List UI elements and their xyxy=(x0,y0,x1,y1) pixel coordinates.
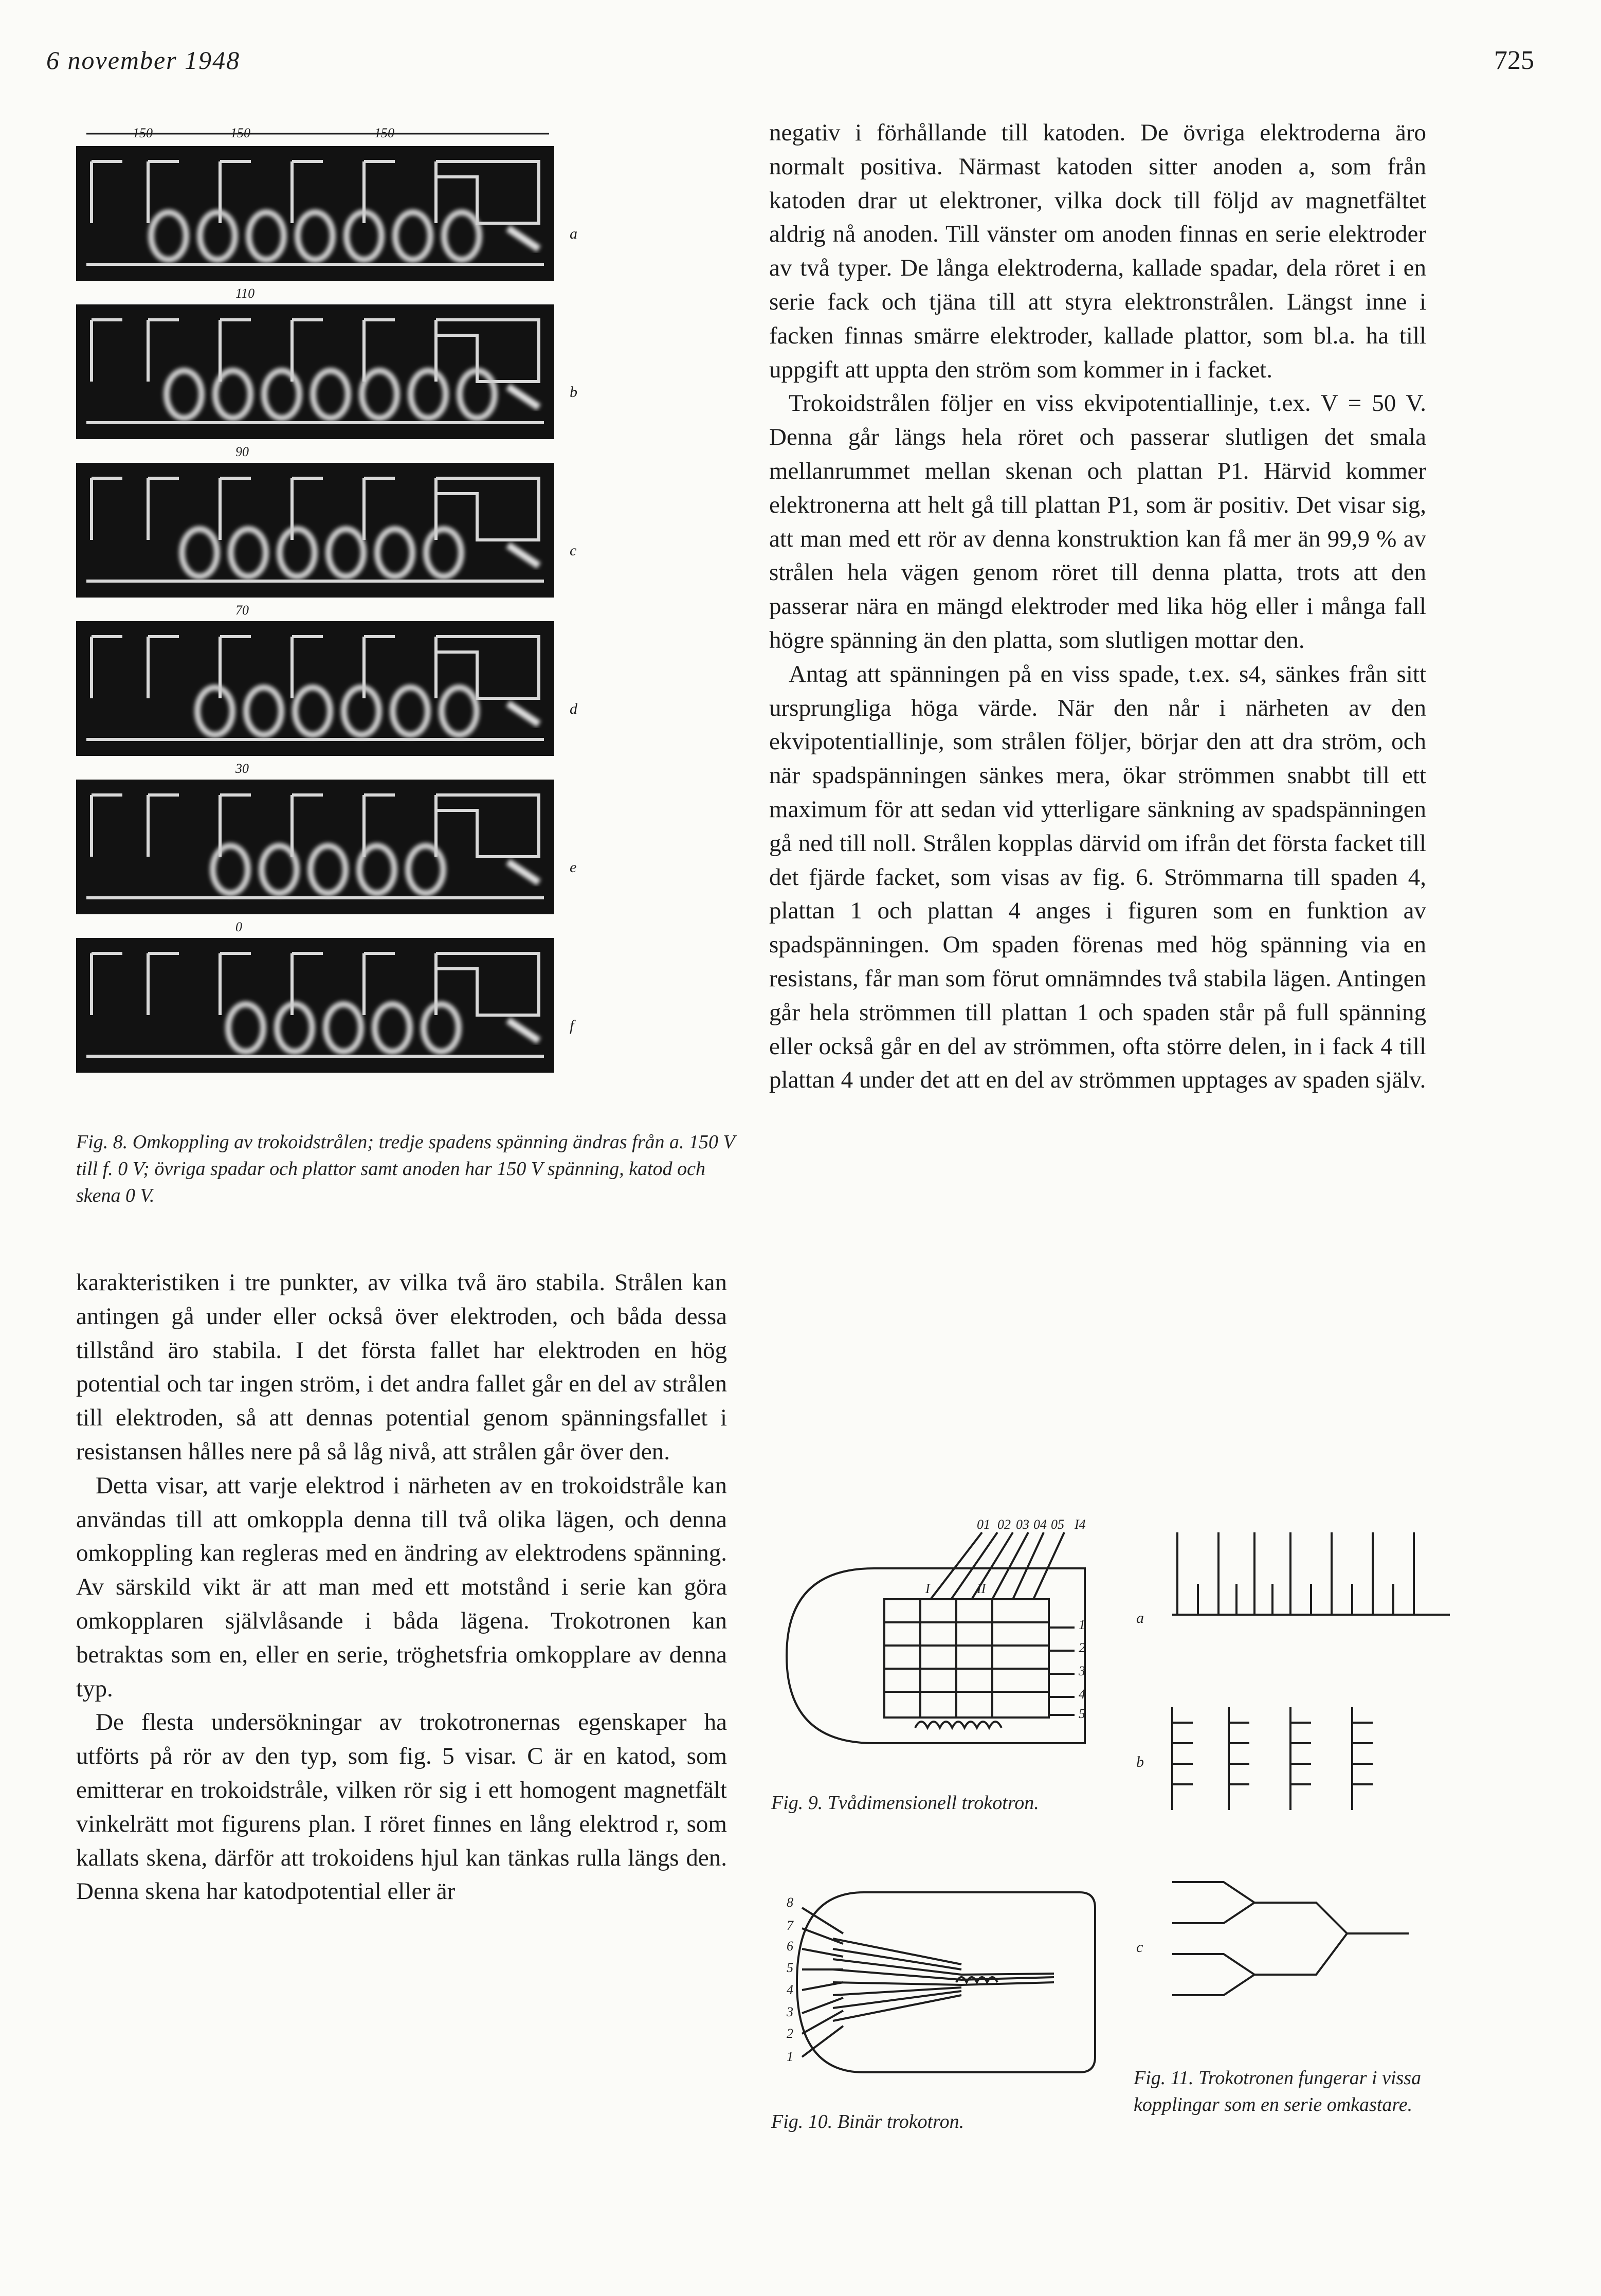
fig8-panel-a xyxy=(76,146,554,281)
figure-10 xyxy=(766,1872,1105,2098)
fig9-top-label-02: 02 xyxy=(997,1517,1011,1532)
fig10-caption: Fig. 10. Binär trokotron. xyxy=(771,2111,965,2132)
fig9-top-label-05: 05 xyxy=(1051,1517,1064,1532)
left-paragraph-1: karakteristiken i tre punkter, av vilka två äro stabila. Strålen kan antingen gå under eller också över elektroden, och båda dessa tillstånd äro stabila. I det första fallet har elektroden en hög potential och tar ingen ström, i det andra fallet går en del av strålen till elektroden, så att dennas potential genom spänningsfallet i resistansen hålles nere på så låg nivå, att strålen går över den. xyxy=(76,1269,727,1465)
fig8-panel-letter-d: d xyxy=(570,700,577,717)
fig8-dim-3: 150 xyxy=(374,125,394,140)
fig9-right-label-3: 3 xyxy=(1079,1664,1085,1678)
figure-8 xyxy=(76,125,601,1084)
fig9-top-label-I4: I4 xyxy=(1075,1517,1086,1532)
fig9-right-label-2: 2 xyxy=(1079,1640,1085,1655)
fig10-label-1: 1 xyxy=(787,2049,793,2064)
fig8-photo-panels xyxy=(76,128,601,1084)
fig9-inner-label-I: I xyxy=(925,1581,930,1596)
fig8-panel-value-f: 0 xyxy=(235,919,242,934)
left-paragraph-2: Detta visar, att varje elektrod i närheten av en trokoidstråle kan användas till att omkoppla denna till två olika lägen, och denna omkoppling kan regleras med en ändring av elektrodens spänning. Av särskild vikt är att man med ett motstånd i serie kan göra omkopplaren självlåsande i båda lägena. Trokotronen kan betraktas som en, eller en serie, tröghetsfria omkopplare av denna typ. xyxy=(76,1472,727,1702)
fig11-diagram xyxy=(1121,1512,1476,2057)
fig8-panel-value-e: 30 xyxy=(235,761,249,776)
right-paragraph-1: negativ i förhållande till katoden. De övriga elektroderna äro normalt positiva. Närmast katoden sitter anoden a, som från katoden drar ut elektroner, vilka dock till följd av magnetfältet aldrig nå anoden. Till vänster om anoden finnas en serie elektroder av två typer. De långa elektroderna, kallade spadar, dela röret i en serie fack och tjäna till att styra elektronstrålen. Längst inne i facken finnas smärre elektroder, kallade plattor, som bl.a. ha till uppgift att uppta den ström som kommer in i facket. xyxy=(769,119,1426,383)
fig8-panel-b xyxy=(76,304,554,439)
running-header-date: 6 november 1948 xyxy=(46,46,241,75)
fig10-diagram xyxy=(766,1872,1105,2098)
fig9-top-label-04: 04 xyxy=(1033,1517,1047,1532)
fig8-panel-value-b: 110 xyxy=(235,286,255,301)
fig8-panel-d xyxy=(76,621,554,756)
fig8-panel-c xyxy=(76,463,554,598)
fig9-caption: Fig. 9. Tvådimensionell trokotron. xyxy=(771,1792,1039,1814)
fig10-label-6: 6 xyxy=(787,1939,793,1954)
figure-11 xyxy=(1121,1512,1476,2057)
right-paragraph-3: Antag att spänningen på en viss spade, t.ex. s4, sänkes från sitt ursprungliga höga värde. När den når i närheten av den ekvipotentiallinje, som strålen följer, börjar den att dra ström, och när spadspänningen sänkes mera, ökar strömmen snabbt till ett maximum för att sedan vid ytterligare sänkning av spadspänningen gå ned till noll. Strålen kopplas därvid om ifrån det första facket till det fjärde facket, som visas av fig. 6. Strömmarna till spaden 4, plattan 1 och plattan 4 anges i figuren som en funktion av spadspänningen. Om spaden förenas med hög spänning via en resistans, får man som förut omnämndes två stabila lägen. Antingen går hela strömmen till plattan 1 och spaden står på full spänning eller också går en del av strömmen, ofta större delen, in i fack 4 till plattan 4 under det att en del av strömmen upptages av spaden själv. xyxy=(769,660,1426,1094)
fig11-caption: Fig. 11. Trokotronen fungerar i vissa kopplingar som en serie omkastare. xyxy=(1134,2067,1422,2116)
fig9-right-label-5: 5 xyxy=(1079,1706,1085,1721)
fig9-diagram xyxy=(771,1512,1111,1769)
fig8-dim-2: 150 xyxy=(230,125,250,140)
right-paragraph-2: Trokoidstrålen följer en viss ekvipotentiallinje, t.ex. V = 50 V. Denna går längs hela röret och passerar slutligen det smala mellanrummet mellan skenan och plattan P1. Härvid kommer elektronerna att helt gå till plattan P1, som är positiv. Det visar sig, att man med ett rör av denna konstruktion kan få mer än 99,9 % av strålen hela vägen genom röret till denna platta, trots att den passerar nära en mängd elektroder med lika hög eller i många fall högre spänning än den platta, som slutligen mottar den. xyxy=(769,390,1426,654)
fig8-panel-letter-f: f xyxy=(570,1017,574,1034)
fig8-panel-value-d: 70 xyxy=(235,603,249,618)
left-column-text xyxy=(76,1266,727,1909)
fig8-dim-1: 150 xyxy=(133,125,153,140)
fig8-panel-f xyxy=(76,938,554,1073)
fig10-label-8: 8 xyxy=(787,1895,793,1910)
fig8-panel-letter-b: b xyxy=(570,384,577,401)
left-paragraph-3: De flesta undersökningar av trokotronernas egenskaper ha utförts på rör av den typ, som fig. 5 visar. C är en katod, som emitterar en trokoidstråle, vilken rör sig i ett homogent magnetfält vinkelrätt mot figurens plan. I röret finnes en lång elektrod r, som kallats skena, därför att trokoidens hjul kan tänkas rulla längs den. Denna skena har katodpotential eller är xyxy=(76,1709,727,1905)
fig8-caption: Fig. 8. Omkoppling av trokoidstrålen; tredje spadens spänning ändras från a. 150 V till f. 0 V; övriga spadar och plattor samt anoden har 150 V spänning, katod och skena 0 V. xyxy=(76,1131,735,1206)
fig11-part-label-a: a xyxy=(1136,1610,1144,1626)
fig10-label-5: 5 xyxy=(787,1960,793,1975)
fig8-panel-letter-a: a xyxy=(570,225,577,242)
page-number: 725 xyxy=(1494,46,1534,75)
fig9-right-label-4: 4 xyxy=(1079,1687,1085,1702)
fig8-panel-value-c: 90 xyxy=(235,444,249,459)
fig10-label-7: 7 xyxy=(787,1918,793,1933)
fig8-panel-letter-e: e xyxy=(570,859,577,876)
fig11-part-label-c: c xyxy=(1136,1939,1143,1956)
fig9-inner-label-II: II xyxy=(977,1581,986,1596)
fig8-panel-e xyxy=(76,780,554,914)
fig9-right-label-1: 1 xyxy=(1079,1617,1085,1632)
fig8-panel-letter-c: c xyxy=(570,542,577,559)
fig9-top-label-03: 03 xyxy=(1016,1517,1029,1532)
figure-9 xyxy=(771,1512,1111,1769)
fig9-top-label-01: 01 xyxy=(977,1517,990,1532)
fig11-part-label-b: b xyxy=(1136,1753,1144,1770)
right-column-text xyxy=(769,116,1426,1097)
fig10-label-4: 4 xyxy=(787,1982,793,1997)
fig10-label-3: 3 xyxy=(787,2004,793,2019)
fig10-label-2: 2 xyxy=(787,2026,793,2041)
